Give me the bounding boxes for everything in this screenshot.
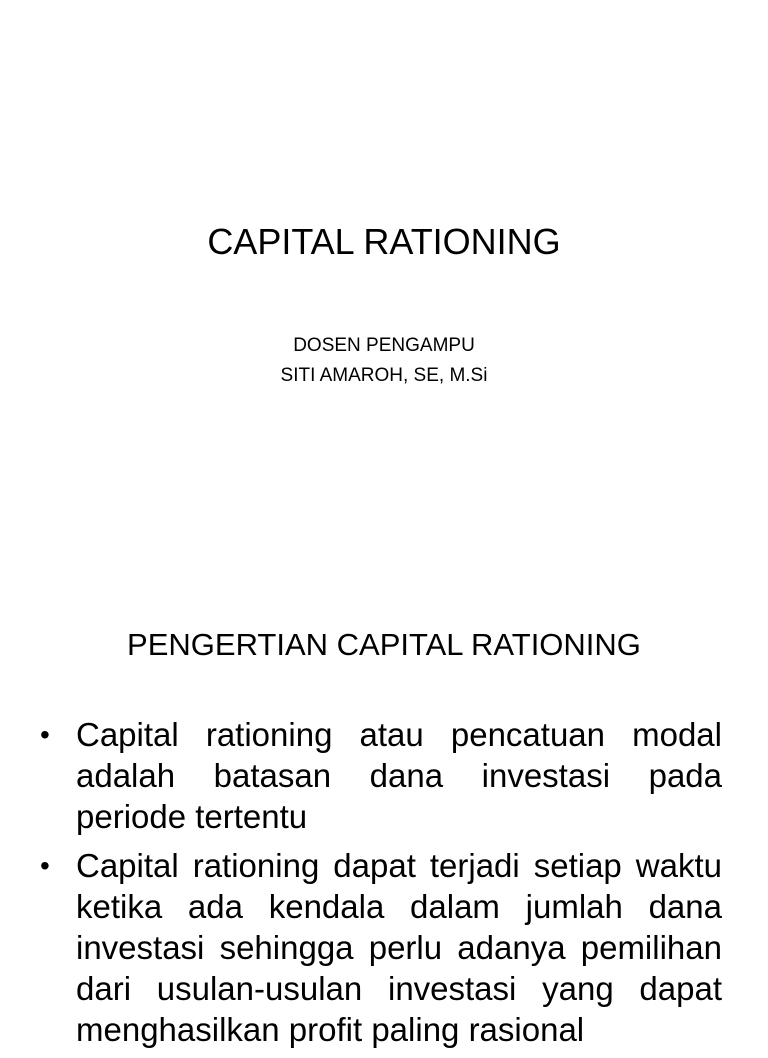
slide-definition (0, 512, 768, 1048)
bullet-text: Capital rationing atau pencatuan modal adalah batasan dana investasi pada periode tertentu (76, 716, 722, 835)
slide-title (0, 0, 768, 512)
slide-1-title: CAPITAL RATIONING (207, 221, 561, 262)
subtitle-line-lecturer-name: SITI AMAROH, SE, M.Si (280, 365, 488, 386)
bullet-list (40, 714, 722, 1058)
bullet-dot-icon: • (40, 850, 50, 881)
slide-1-subtitle (0, 331, 768, 391)
bullet-item (40, 845, 722, 1050)
slide-2-title: PENGERTIAN CAPITAL RATIONING (127, 627, 641, 662)
bullet-item (40, 714, 722, 837)
bullet-dot-icon: • (40, 719, 50, 750)
subtitle-line-lecturer-label: DOSEN PENGAMPU (293, 335, 475, 356)
bullet-text: Capital rationing dapat terjadi setiap waktu ketika ada kendala dalam jumlah dana investasi sehingga perlu adanya pemilihan dari usulan-usulan investasi yang dapat menghasilkan profit paling rasional (76, 847, 722, 1048)
